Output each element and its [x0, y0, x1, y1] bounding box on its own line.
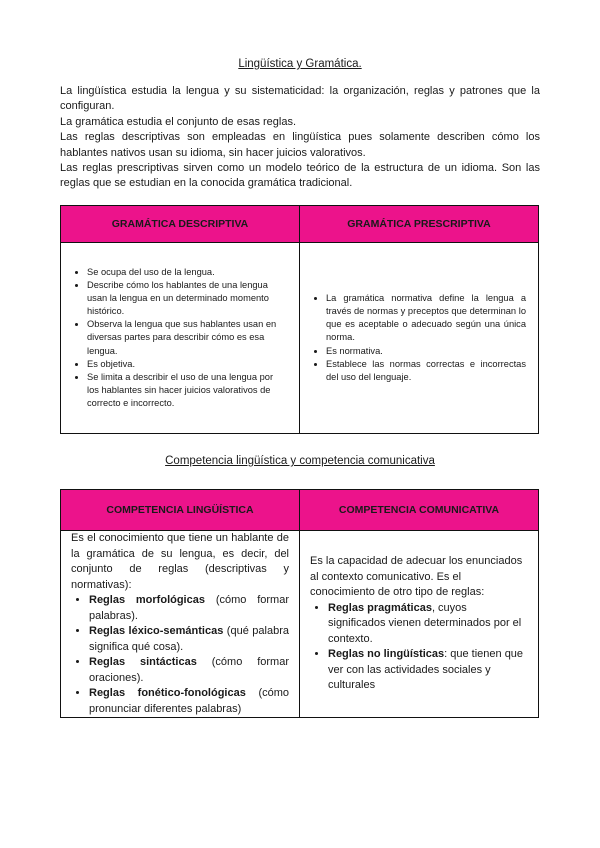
list-item: • Es normativa. — [326, 345, 526, 358]
rule-desc: , cuyos significados vienen determinados por el contexto. — [328, 601, 522, 645]
header-competencia-comunicativa: COMPETENCIA COMUNICATIVA — [300, 490, 539, 531]
intro-line: Las reglas descriptivas son empleadas en lingüística pues solamente describen cómo los hablantes nativos usan su idioma, sin hacer juicios valorativos. — [60, 131, 540, 159]
descriptiva-list — [61, 266, 299, 410]
list-item: • Describe cómo los hablantes de una lengua usan la lengua en un determinado momento histórico. — [87, 279, 287, 318]
rule-desc: : que tienen que ver con las actividades sociales y culturales — [328, 648, 524, 692]
rule-name: Reglas sintácticas — [89, 656, 197, 668]
competence-comparison-table — [60, 489, 539, 718]
section-subtitle: Competencia lingüística y competencia comunicativa — [165, 455, 435, 467]
list-item: • Se limita a describir el uso de una lengua por los hablantes sin hacer juicios valorativos de correcto e incorrecto. — [87, 371, 287, 410]
header-gramatica-descriptiva: GRAMÁTICA DESCRIPTIVA — [61, 206, 300, 243]
comunicativa-list — [310, 601, 526, 694]
list-item — [89, 686, 289, 717]
rule-desc: (cómo pronunciar diferentes palabras) — [89, 687, 290, 715]
linguistica-cell — [61, 531, 300, 718]
list-item — [328, 647, 526, 694]
list-item — [328, 601, 526, 648]
page-title: Lingüística y Gramática. — [238, 58, 362, 70]
list-item — [89, 624, 289, 655]
list-item — [89, 655, 289, 686]
prescriptiva-cell — [300, 243, 539, 434]
linguistica-intro: Es el conocimiento que tiene un hablante de la gramática de su lengua, es decir, del conjunto de reglas (descriptivas y normativas): — [71, 532, 289, 591]
rule-name: Reglas fonético-fonológicas — [89, 687, 246, 699]
intro-line: La gramática estudia el conjunto de esas reglas. — [60, 115, 297, 128]
rule-desc: (qué palabra significa qué cosa). — [89, 625, 289, 653]
intro-line: La lingüística estudia la lengua y su sistematicidad: la organización, reglas y patrones que la configuran. — [60, 85, 540, 113]
rule-name: Reglas léxico-semánticas — [89, 625, 224, 637]
rule-desc: (cómo formar palabras). — [89, 594, 289, 622]
rule-name: Reglas no lingüísticas — [328, 648, 445, 661]
prescriptiva-list — [300, 292, 538, 384]
rule-name: Reglas pragmáticas — [328, 601, 432, 614]
list-item — [89, 593, 289, 624]
list-item: • Observa la lengua que sus hablantes usan en diversas partes para describir cómo es esa lengua. — [87, 318, 287, 357]
intro-paragraphs — [60, 84, 540, 192]
comunicativa-intro: Es la capacidad de adecuar los enunciados al contexto comunicativo. Es el conocimiento de otro tipo de reglas: — [310, 555, 523, 599]
intro-line: Las reglas prescriptivas sirven como un modelo teórico de la estructura de un idioma. Son las reglas que se estudian en la conocida gramática tradicional. — [60, 162, 540, 190]
descriptiva-cell — [61, 243, 300, 434]
list-item: • Se ocupa del uso de la lengua. — [87, 266, 287, 279]
list-item: • Es objetiva. — [87, 358, 287, 371]
rule-name: Reglas morfológicas — [89, 594, 205, 606]
list-item: • La gramática normativa define la lengua a través de normas y preceptos que determinan lo que es aceptable o adecuado según una única norma. — [326, 292, 526, 344]
grammar-comparison-table — [60, 205, 539, 434]
linguistica-list — [71, 593, 289, 717]
rule-desc: (cómo formar oraciones). — [89, 656, 289, 684]
list-item: • Establece las normas correctas e incorrectas del uso del lenguaje. — [326, 358, 526, 384]
header-gramatica-prescriptiva: GRAMÁTICA PRESCRIPTIVA — [300, 206, 539, 243]
comunicativa-cell — [300, 531, 539, 718]
header-competencia-linguistica: COMPETENCIA LINGÜÍSTICA — [61, 490, 300, 531]
